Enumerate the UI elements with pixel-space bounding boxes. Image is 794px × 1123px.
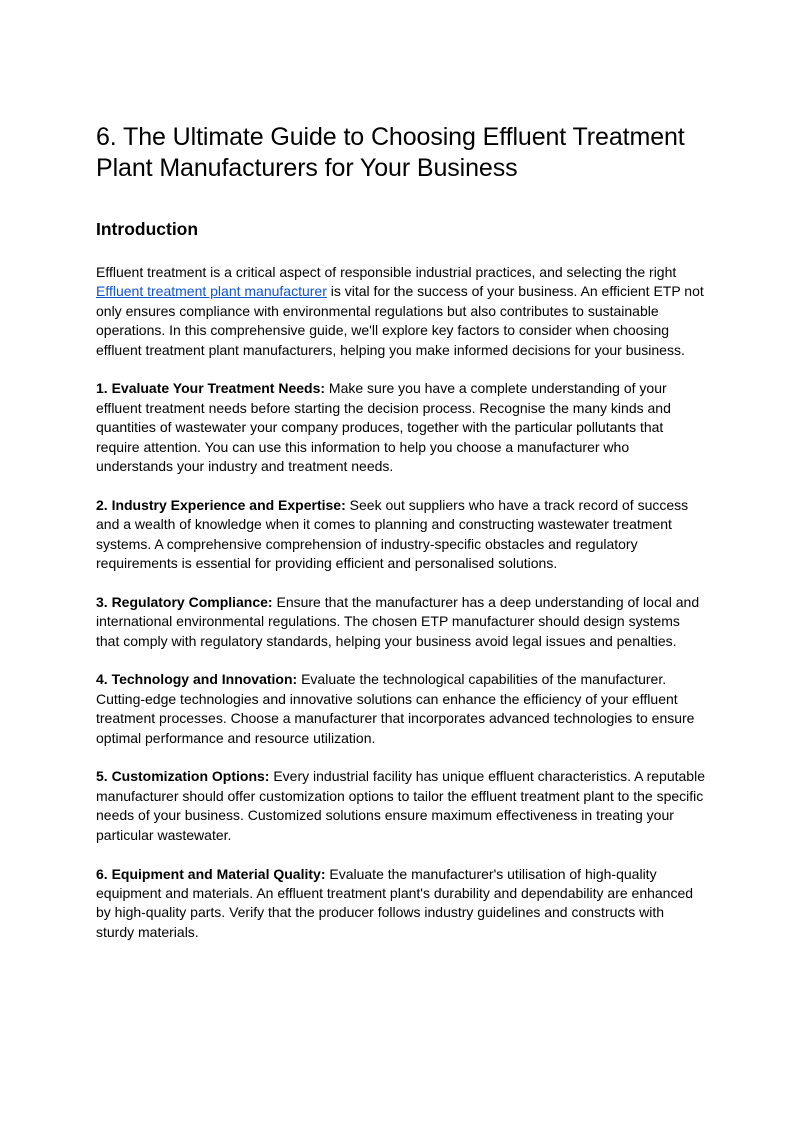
- point-label: 2. Industry Experience and Expertise:: [96, 496, 346, 513]
- document-page: [96, 122, 706, 942]
- point-text: Ensure that the manufacturer has a deep understanding of local and international environmental regulations. The chosen ETP manufacturer should design systems that comply with regulatory standards, helping your business avoid legal issues and penalties.: [96, 593, 700, 649]
- point-text: Evaluate the manufacturer's utilisation of high-quality equipment and materials. An effluent treatment plant's durability and dependability are enhanced by high-quality parts. Verify that the producer follows industry guidelines and constructs with sturdy materials.: [96, 865, 694, 940]
- point-evaluate-needs: [96, 379, 706, 476]
- point-label: 4. Technology and Innovation:: [96, 671, 298, 688]
- intro-text-before-link: Effluent treatment is a critical aspect of responsible industrial practices, and selecting the right: [96, 264, 677, 280]
- document-title: 6. The Ultimate Guide to Choosing Effluent Treatment Plant Manufacturers for Your Business: [96, 123, 685, 182]
- point-text: Make sure you have a complete understanding of your effluent treatment needs before starting the decision process. Recognise the many kinds and quantities of wastewater your company produces, together with the particular pollutants that require attention. You can use this information to help you choose a manufacturer who understands your industry and treatment needs.: [96, 380, 671, 475]
- point-regulatory-compliance: [96, 593, 706, 651]
- point-technology-innovation: [96, 670, 706, 748]
- point-equipment-quality: [96, 865, 706, 943]
- point-label: 5. Customization Options:: [96, 768, 270, 785]
- point-label: 3. Regulatory Compliance:: [96, 593, 273, 610]
- point-text: Evaluate the technological capabilities of the manufacturer. Cutting-edge technologies and innovative solutions can enhance the efficiency of your effluent treatment processes. Choose a manufacturer that incorporates advanced technologies to ensure optimal performance and resource utilization.: [96, 671, 695, 746]
- point-label: 6. Equipment and Material Quality:: [96, 865, 326, 882]
- etp-manufacturer-link[interactable]: Effluent treatment plant manufacturer: [96, 283, 327, 300]
- point-label: 1. Evaluate Your Treatment Needs:: [96, 380, 326, 397]
- intro-text-after-link: is vital for the success of your business. An efficient ETP not only ensures compliance with environmental regulations but also contributes to sustainable operations. In this comprehensive guide, we'll explore key factors to consider when choosing effluent treatment plant manufacturers, helping you make informed decisions for your business.: [96, 283, 704, 358]
- point-customization-options: [96, 767, 706, 845]
- introduction-heading: Introduction: [96, 219, 199, 239]
- point-text: Seek out suppliers who have a track record of success and a wealth of knowledge when it comes to planning and constructing wastewater treatment systems. A comprehensive comprehension of industry-specific obstacles and regulatory requirements is essential for providing efficient and personalised solutions.: [96, 496, 689, 572]
- point-industry-experience: [96, 496, 706, 574]
- intro-paragraph: [96, 263, 706, 360]
- point-text: Every industrial facility has unique effluent characteristics. A reputable manufacturer should offer customization options to tailor the effluent treatment plant to the specific needs of your business. Customized solutions ensure maximum effectiveness in treating your particular wastewater.: [96, 768, 705, 843]
